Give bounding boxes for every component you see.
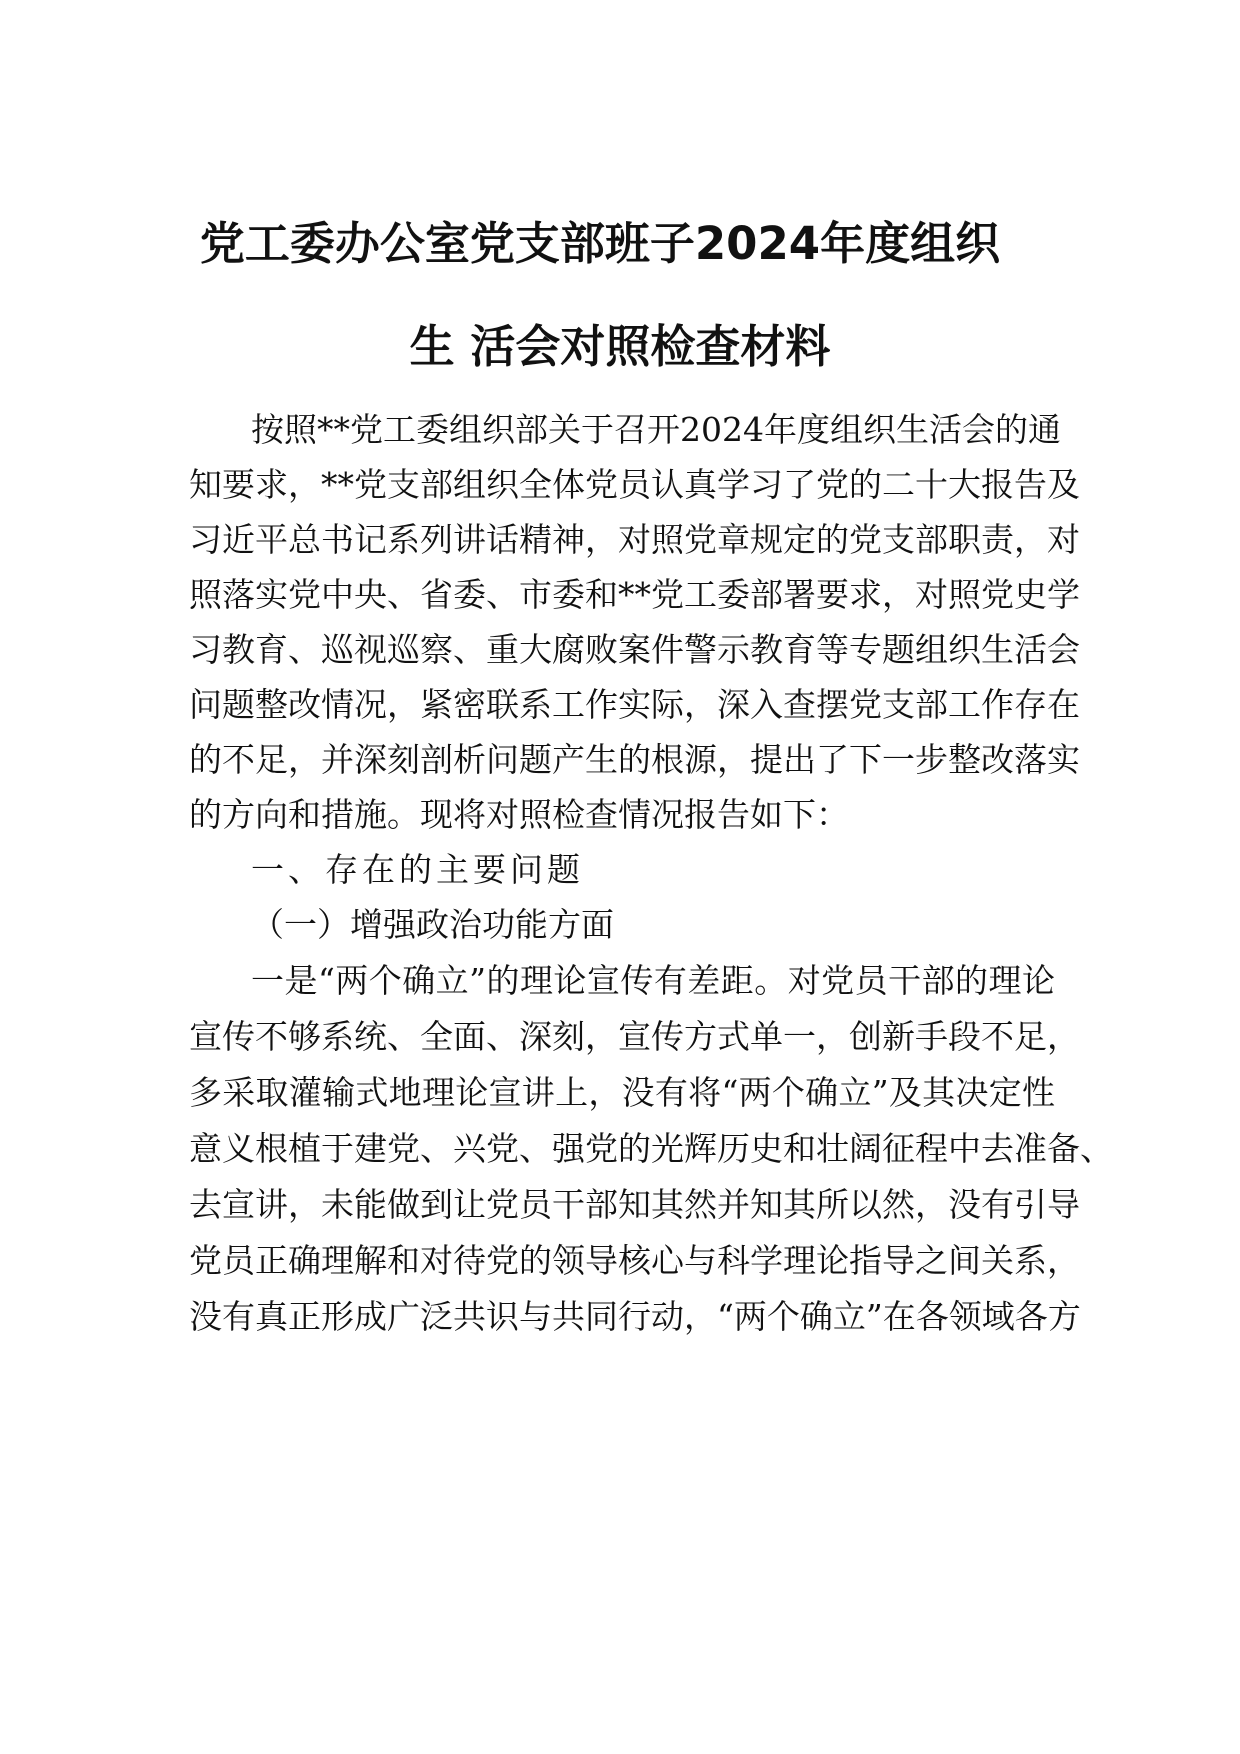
body-line: 没有真正形成广泛共识与共同行动，“两个确立”在各领域各方 (189, 1297, 1081, 1336)
intro-line: 按照**党工委组织部关于召开2024年度组织生活会的通 (251, 410, 1061, 449)
intro-line: 问题整改情况，紧密联系工作实际，深入查摆党支部工作存在 (189, 685, 1080, 724)
intro-line: 照落实党中央、省委、市委和**党工委部署要求，对照党史学 (189, 575, 1080, 614)
body-line: 去宣讲，未能做到让党员干部知其然并知其所以然，没有引导 (189, 1185, 1080, 1224)
body-line: 一是“两个确立”的理论宣传有差距。对党员干部的理论 (251, 961, 1055, 1000)
intro-line: 的不足，并深刻剖析问题产生的根源，提出了下一步整改落实 (189, 740, 1080, 779)
document-title-line-1: 党工委办公室党支部班子2024年度组织 (199, 217, 1001, 270)
intro-line: 知要求，**党支部组织全体党员认真学习了党的二十大报告及 (189, 465, 1080, 504)
subsection-heading: （一）增强政治功能方面 (251, 905, 614, 944)
body-line: 宣传不够系统、全面、深刻，宣传方式单一，创新手段不足， (189, 1017, 1080, 1056)
section-heading: 一、存在的主要问题 (251, 850, 584, 889)
body-line: 多采取灌输式地理论宣讲上，没有将“两个确立”及其决定性 (189, 1073, 1055, 1112)
intro-line: 习近平总书记系列讲话精神，对照党章规定的党支部职责，对 (189, 520, 1080, 559)
document-title-line-2: 生 活会对照检查材料 (409, 320, 831, 373)
body-line: 党员正确理解和对待党的领导核心与科学理论指导之间关系， (189, 1241, 1080, 1280)
body-line: 意义根植于建党、兴党、强党的光辉历史和壮阔征程中去准备、 (189, 1129, 1113, 1168)
intro-line: 习教育、巡视巡察、重大腐败案件警示教育等专题组织生活会 (189, 630, 1080, 669)
intro-line: 的方向和措施。现将对照检查情况报告如下： (189, 795, 849, 834)
